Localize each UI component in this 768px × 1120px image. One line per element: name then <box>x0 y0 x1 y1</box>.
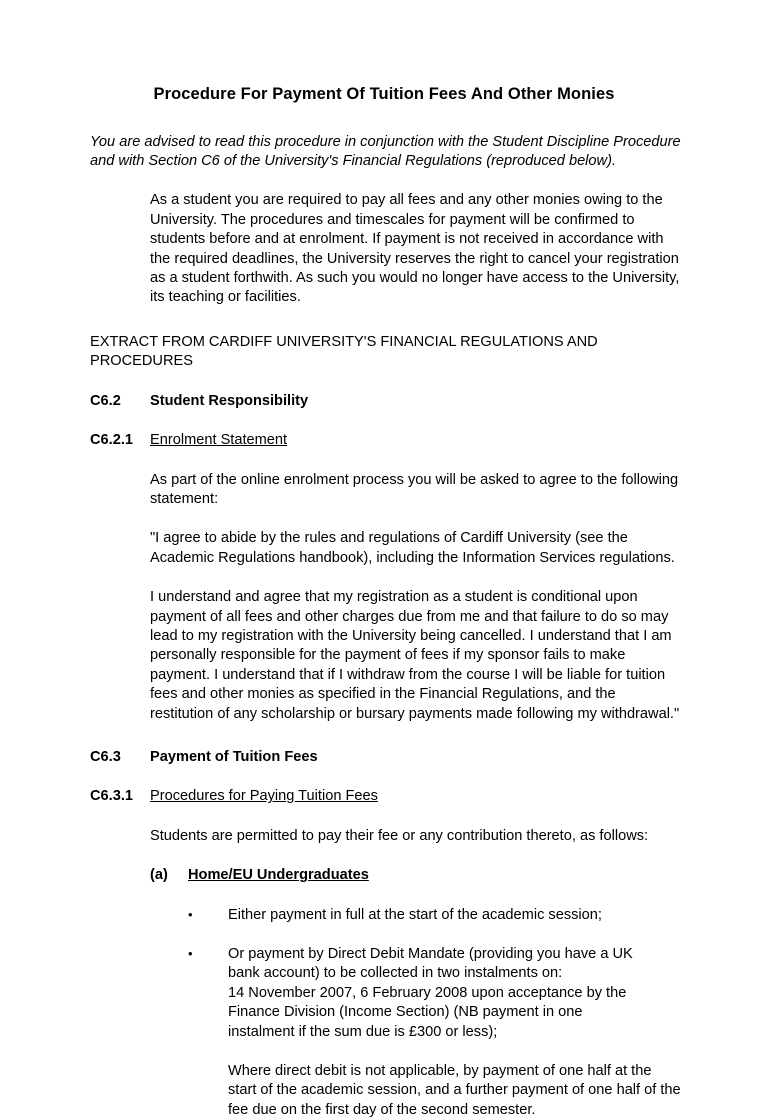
section-c6-2-1-heading: Enrolment Statement <box>150 432 288 449</box>
bullet-icon: • <box>188 946 193 961</box>
list-item-text <box>228 906 682 925</box>
section-c6-3-1-number: C6.3.1 <box>90 788 133 805</box>
subsection-a <box>0 866 768 885</box>
section-c6-2-heading: Student Responsibility <box>150 392 309 409</box>
subsection-a-closing-paragraph: Where direct debit is not applicable, by payment of one half at the start of the academic session, and a further payment of one half of the fee due on the first day of the second semester. <box>228 1063 681 1118</box>
section-c6-3-number: C6.3 <box>90 748 121 765</box>
c6-2-1-paragraph-3: I understand and agree that my registration as a student is conditional upon payment of all fees and other charges due from me and that failure to do so may lead to my registration with the University being cancelled. I understand that I am personally responsible for the payment of fees if my sponsor fails to make payment. I understand that if I withdraw from the course I will be liable for tuition fees and other monies as specified in the Financial Regulations, and the restitution of any scholarship or bursary payments made following my withdrawal." <box>150 589 680 722</box>
section-c6-2-number: C6.2 <box>90 392 121 409</box>
list-item-text <box>228 945 682 1042</box>
section-c6-2 <box>0 392 768 411</box>
c6-2-1-paragraph-2: "I agree to abide by the rules and regulations of Cardiff University (see the Academic Regulations handbook), including the Information Services regulations. <box>150 530 675 566</box>
list-item <box>0 906 768 925</box>
list-item-line: Either payment in full at the start of the academic session; <box>228 906 602 923</box>
subsection-a-letter: (a) <box>150 867 168 884</box>
section-c6-2-1 <box>0 431 768 450</box>
c6-3-1-paragraph-1: Students are permitted to pay their fee or any contribution thereto, as follows: <box>150 827 649 844</box>
subsection-a-heading: Home/EU Undergraduates <box>188 867 369 884</box>
section-c6-2-1-number: C6.2.1 <box>90 432 133 449</box>
page-title: Procedure For Payment Of Tuition Fees And Other Monies <box>153 85 615 103</box>
bullet-icon: • <box>188 906 193 922</box>
extract-heading: EXTRACT FROM CARDIFF UNIVERSITY'S FINANCIAL REGULATIONS AND PROCEDURES <box>90 333 598 370</box>
list-item-line: Finance Division (Income Section) (NB payment in one <box>228 1004 583 1021</box>
list-item-line: Or payment by Direct Debit Mandate (providing you have a UK <box>228 946 633 962</box>
section-c6-3-heading: Payment of Tuition Fees <box>150 748 318 765</box>
opening-paragraph: As a student you are required to pay all fees and any other monies owing to the University. The procedures and timescales for payment will be confirmed to students before and at enrolment. If payment is not received in accordance with the required deadlines, the University reserves the right to cancel your registration as a student forthwith. As such you would no longer have access to the University, its teaching or facilities. <box>150 192 680 306</box>
list-item <box>0 945 768 1042</box>
c6-2-1-paragraph-1: As part of the online enrolment process you will be asked to agree to the following statement: <box>150 471 679 507</box>
section-c6-3-1 <box>0 787 768 806</box>
list-item-line: instalment if the sum due is £300 or less); <box>228 1023 498 1040</box>
list-item-line: 14 November 2007, 6 February 2008 upon acceptance by the <box>228 984 627 1001</box>
intro-paragraph: You are advised to read this procedure in conjunction with the Student Discipline Procedure and with Section C6 of the University's Financial Regulations (reproduced below). <box>90 133 681 170</box>
list-item-line: bank account) to be collected in two instalments on: <box>228 965 563 982</box>
section-c6-3 <box>0 748 768 767</box>
section-c6-3-1-heading: Procedures for Paying Tuition Fees <box>150 788 378 805</box>
